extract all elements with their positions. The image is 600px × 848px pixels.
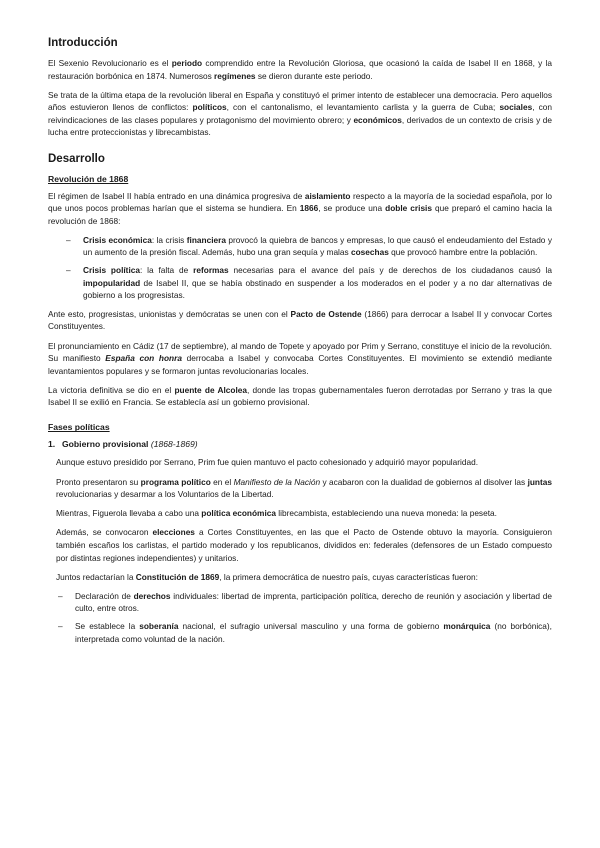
- bold-text: sociales: [499, 102, 533, 113]
- fase-1-number: 1.: [48, 439, 56, 450]
- text-run: derrocaba a Isabel y convocaba Cortes Constituyentes. El movimiento se extendió mediante levantamientos populares y se formaron juntas revolucionarias locales.: [48, 353, 552, 376]
- text-run: El pronunciamiento en Cádiz (17 de septiembre), al mando de Topete y apoyado por Prim y Serrano, constituye el inicio de la revolución. Su manifiesto: [48, 340, 552, 364]
- text-run: (1866) para derrocar a Isabel II y convocar Cortes Constituyentes.: [48, 308, 552, 332]
- text-run: nacional, el sufragio universal masculino y una forma de gobierno: [178, 620, 444, 631]
- fase-1-body: [56, 456, 552, 583]
- text-run: librecambista, estableciendo una nueva moneda: la peseta.: [275, 508, 497, 519]
- text-run: : la crisis: [151, 234, 187, 245]
- fase-1-title: Gobierno provisional: [62, 439, 149, 450]
- intro-paragraph-2: [48, 89, 552, 139]
- fase-1-years: (1868-1869): [150, 439, 198, 450]
- bold-text: Pacto de Ostende: [290, 308, 362, 319]
- text-run: respecto a la mayoría de la sociedad española, por lo que unos pocos problemas harían que el sistema se hundiera. En: [48, 190, 552, 214]
- bold-text: aislamiento: [304, 190, 351, 201]
- fase-1-heading: [48, 438, 552, 450]
- fase-1-paragraph-5: [56, 571, 552, 584]
- intro-paragraph-1: [48, 57, 552, 82]
- text-run: en el: [210, 476, 234, 487]
- bold-text: Crisis política: [83, 265, 140, 276]
- text-run: La victoria definitiva se dio en el: [48, 384, 175, 395]
- desarrollo-paragraph-3: [48, 340, 552, 378]
- text-run: a Cortes Constituyentes, en las que el Pacto de Ostende obtuvo la mayoría. Consiguieron también escaños los carlistas, el partido moderado y los republicanos, divididos en: federales (defensores de un Estado compuesto por distintas regiones independientes) y unitarios.: [56, 527, 552, 563]
- text-run: , se produce una: [318, 203, 386, 214]
- bold-text: derechos: [133, 590, 171, 601]
- bold-text: económicos: [353, 114, 402, 125]
- desarrollo-paragraph-2: [48, 308, 552, 333]
- text-run: Declaración de: [75, 590, 134, 601]
- text-run: provocó la quiebra de bancos y empresas, lo que causó el endeudamiento del Estado y un aumento de la presión fiscal. Además, hubo una gran sequía y malas: [83, 234, 552, 258]
- text-run: individuales: libertad de imprenta, participación política, derecho de reunión y asociación y libertad de culto, entre otros.: [75, 590, 552, 614]
- text-run: que preparó el camino hacia la revolución de 1868:: [48, 203, 552, 226]
- text-run: se dieron durante este periodo.: [255, 70, 373, 81]
- text-run: , derivados de un contexto de crisis y de lucha entre proteccionistas y librecambistas.: [48, 114, 553, 138]
- bold-text: monárquica: [443, 620, 491, 631]
- text-run: Mientras, Figuerola llevaba a cabo una: [56, 508, 202, 519]
- fase-1-paragraph-2: [56, 476, 552, 501]
- text-run: y acabaron con la dualidad de gobiernos al disolver las: [320, 476, 528, 487]
- text-run: Aunque estuvo presidido por Serrano, Prim fue quien mantuvo el pacto cohesionado y adquirió mayor popularidad.: [56, 457, 479, 468]
- text-run: (no borbónica), interpretada como voluntad de la nación.: [75, 620, 552, 644]
- feature-derechos-item: [48, 590, 552, 615]
- bold-text: programa político: [140, 476, 211, 487]
- bold-text: impopularidad: [83, 277, 141, 288]
- text-run: El régimen de Isabel II había entrado en una dinámica progresiva de: [48, 190, 305, 201]
- bold-text: política económica: [201, 508, 276, 519]
- text-run: , con reivindicaciones de las clases populares y protagonismo del movimiento obrero; y: [48, 102, 552, 125]
- bold-text: Constitución de 1869: [135, 571, 220, 582]
- text-run: que provocó hambre entre la población.: [388, 247, 538, 258]
- text-run: Se establece la: [75, 620, 140, 631]
- bold-text: [105, 353, 182, 363]
- desarrollo-heading: Desarrollo: [48, 152, 105, 165]
- text-run: Juntos redactarían la: [56, 571, 136, 582]
- crisis-economica-item: [48, 234, 552, 259]
- bold-text: cosechas: [350, 247, 389, 258]
- bold-text: puente de Alcolea: [174, 384, 247, 395]
- text-run: El Sexenio Revolucionario es el: [48, 58, 172, 68]
- fases-subheading: Fases políticas: [48, 422, 110, 433]
- text-run: Además, se convocaron: [56, 527, 153, 538]
- fase-1-paragraph-4: [56, 526, 552, 564]
- bold-text: 1866: [299, 203, 319, 214]
- bold-text: Crisis económica: [83, 234, 152, 245]
- desarrollo-paragraph-1: [48, 190, 552, 228]
- constitucion-features-list: [48, 590, 552, 645]
- italic-text: Manifiesto de la Nación: [233, 476, 321, 487]
- text-run: , con el cantonalismo, el levantamiento carlista y la guerra de Cuba;: [226, 102, 500, 113]
- text-run: revolucionarias y desarmar a los Voluntarios de la Libertad.: [56, 489, 274, 500]
- text-run: , la primera democrática de nuestro país, cuyas características fueron:: [219, 571, 478, 582]
- crisis-list: [48, 234, 552, 302]
- crisis-politica-item: [48, 264, 552, 302]
- bold-text: soberanía: [139, 620, 179, 631]
- bold-text: doble crisis: [385, 203, 432, 214]
- desarrollo-paragraph-4: [48, 384, 552, 409]
- fase-1-paragraph-3: [56, 507, 552, 520]
- text-run: de Isabel II, que se había obstinado en suspender a los moderados en el poder y a no dar alternativas de gobierno a los progresistas.: [83, 277, 552, 301]
- text-run: comprendido entre la Revolución Gloriosa, que ocasionó la caída de Isabel II en 1868, y la restauración borbónica en 1874. Numerosos: [48, 58, 552, 81]
- document-page: [48, 36, 552, 651]
- intro-heading: Introducción: [48, 37, 118, 49]
- fase-1-paragraph-1: [56, 456, 552, 469]
- text-run: necesarias para el avance del país y de derechos de los ciudadanos causó la: [228, 265, 552, 276]
- emphasis-text: España con honra: [105, 353, 182, 364]
- bold-text: periodo: [171, 58, 203, 68]
- bold-text: elecciones: [152, 527, 195, 538]
- revolucion-subheading: Revolución de 1868: [48, 173, 129, 184]
- bold-text: regímenes: [214, 70, 256, 81]
- bold-text: juntas: [527, 476, 552, 487]
- bold-text: reformas: [193, 265, 229, 276]
- bold-text: financiera: [186, 234, 226, 245]
- feature-soberania-item: [48, 620, 552, 645]
- text-run: Ante esto, progresistas, unionistas y demócratas se unen con el: [48, 308, 291, 319]
- text-run: , donde las tropas gubernamentales fueron derrotadas por Serrano y tras la que Isabel II se exilió en Francia. Se establecía así un gobierno provisional.: [48, 384, 552, 408]
- text-run: : la falta de: [139, 265, 194, 276]
- bold-text: políticos: [192, 102, 227, 113]
- text-run: Pronto presentaron su: [56, 476, 141, 487]
- text-run: Se trata de la última etapa de la revolución liberal en España y constituyó el primer intento de establecer una democracia. Pero aquellos años estuvieron llenos de conflictos:: [48, 89, 552, 113]
